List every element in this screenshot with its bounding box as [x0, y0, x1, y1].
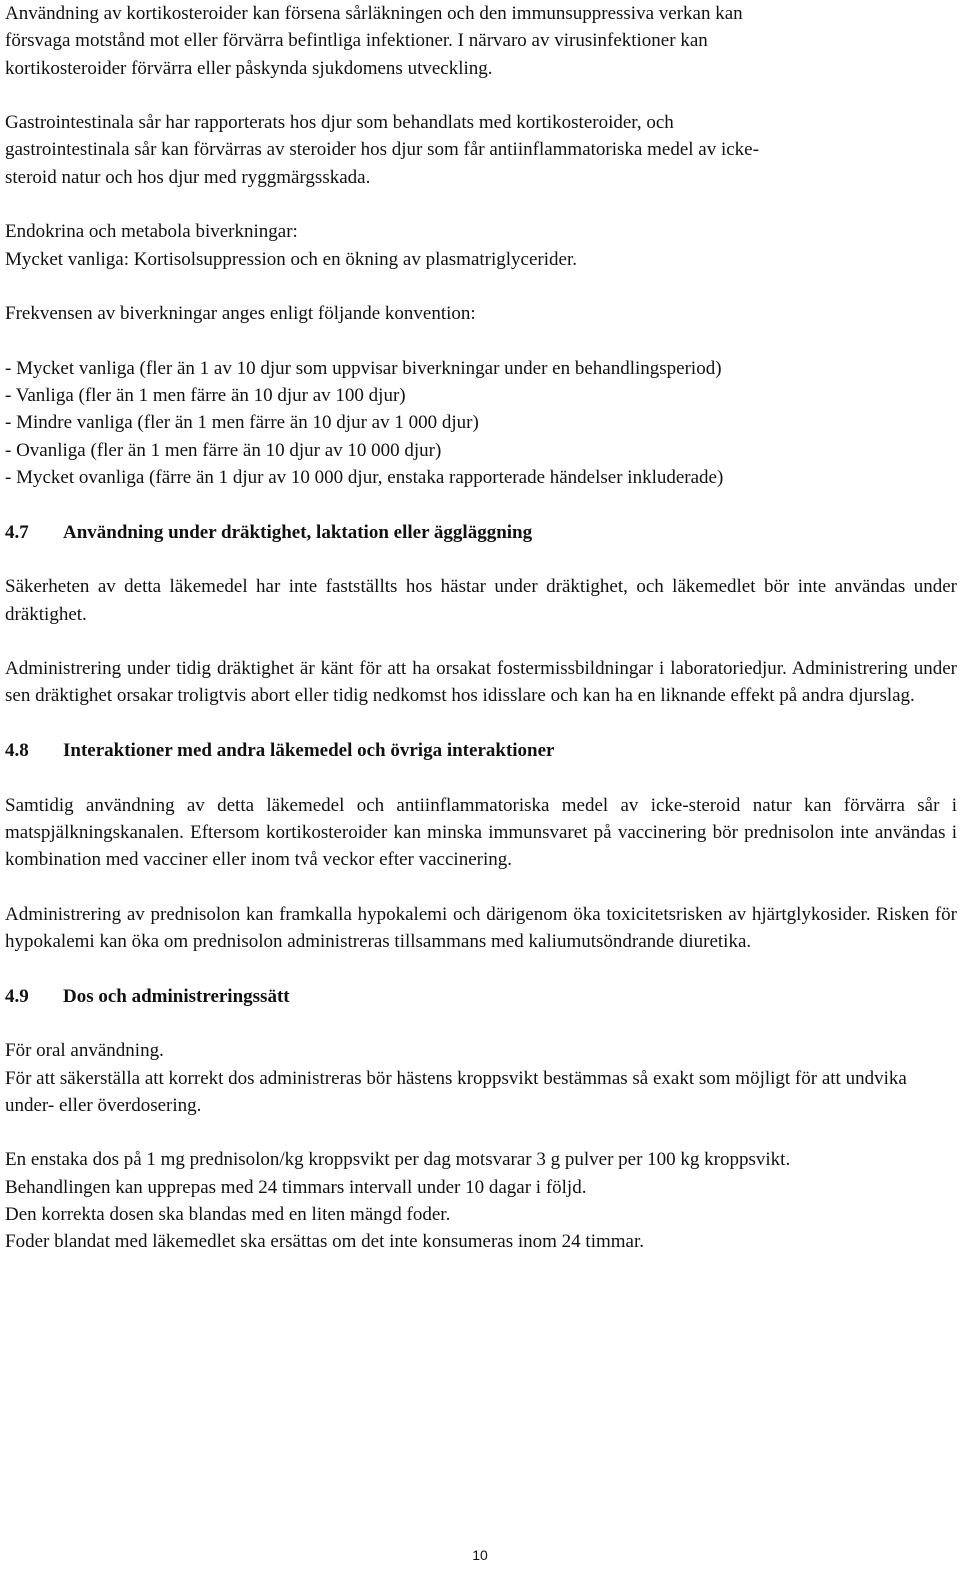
- text-line: Gastrointestinala sår har rapporterats hos djur som behandlats med kortikosteroider, och: [5, 112, 674, 134]
- text-line: gastrointestinala sår kan förvärras av steroider hos djur som får antiinflammatoriska medel av icke-: [5, 139, 759, 161]
- paragraph-body-weight: För att säkerställa att korrekt dos administreras bör hästens kroppsvikt bestämmas så exakt som möjligt för att undvika under- eller överdosering.: [5, 1067, 907, 1116]
- paragraph-pregnancy-safety: Säkerheten av detta läkemedel har inte fastställts hos hästar under dräktighet, och läkemedlet bör inte användas under dräktighet.: [5, 576, 957, 625]
- text-line: steroid natur och hos djur med ryggmärgsskada.: [5, 166, 371, 188]
- section-title: Användning under dräktighet, laktation eller äggläggning: [63, 521, 533, 543]
- paragraph-repeat-treatment: Behandlingen kan upprepas med 24 timmars intervall under 10 dagar i följd.: [5, 1176, 587, 1198]
- text-line: Endokrina och metabola biverkningar:: [5, 221, 298, 243]
- paragraph-gastrointestinal-ulcers: [5, 109, 957, 191]
- list-item: - Mycket vanliga (fler än 1 av 10 djur som uppvisar biverkningar under en behandlingsperiod): [5, 357, 722, 379]
- page-number: 10: [472, 1547, 488, 1563]
- paragraph-concurrent-use: Samtidig användning av detta läkemedel och antiinflammatoriska medel av icke-steroid natur kan förvärra sår i matspjälkningskanalen. Eftersom kortikosteroider kan minska immunsvaret på vaccinering bör prednisolon inte användas i kombination med vacciner eller inom två veckor efter vaccinering.: [5, 794, 957, 871]
- list-item: - Ovanliga (fler än 1 men färre än 10 djur av 10 000 djur): [5, 439, 442, 461]
- paragraph-corticosteroid-effects: [5, 0, 957, 82]
- text-line: Mycket vanliga: Kortisolsuppression och en ökning av plasmatriglycerider.: [5, 248, 577, 270]
- section-heading-4-8: [5, 737, 957, 764]
- paragraph-replace-feed: Foder blandat med läkemedlet ska ersättas om det inte konsumeras inom 24 timmar.: [5, 1231, 644, 1253]
- text-line: kortikosteroider förvärra eller påskynda sjukdomens utveckling.: [5, 57, 493, 79]
- document-page: [5, 0, 957, 1256]
- section-number: 4.7: [5, 521, 29, 543]
- paragraph-oral-use: För oral användning.: [5, 1040, 164, 1062]
- frequency-list: [5, 355, 957, 491]
- section-number: 4.8: [5, 740, 29, 762]
- list-item: - Mindre vanliga (fler än 1 men färre än 10 djur av 1 000 djur): [5, 412, 479, 434]
- paragraph-hypokalemia: Administrering av prednisolon kan framkalla hypokalemi och därigenom öka toxicitetsrisken av hjärtglykosider. Risken för hypokalemi kan öka om prednisolon administreras tillsammans med kaliumutsöndrande diuretika.: [5, 903, 957, 953]
- section-heading-4-7: [5, 519, 957, 546]
- text-line: försvaga motstånd mot eller förvärra befintliga infektioner. I närvaro av virusinfektioner kan: [5, 30, 708, 52]
- paragraph-pregnancy-administration: Administrering under tidig dräktighet är känt för att ha orsakat fostermissbildningar i laboratoriedjur. Administrering under sen dräktighet orsakar troligtvis abort eller tidig nedkomst hos idisslare och kan ha en liknande effekt på andra djurslag.: [5, 658, 957, 707]
- paragraph-frequency-intro: Frekvensen av biverkningar anges enligt följande konvention:: [5, 303, 476, 325]
- paragraph-single-dose: En enstaka dos på 1 mg prednisolon/kg kroppsvikt per dag motsvarar 3 g pulver per 100 kg kroppsvikt.: [5, 1149, 791, 1171]
- text-line: Användning av kortikosteroider kan försena sårläkningen och den immunsuppressiva verkan kan: [5, 3, 743, 24]
- section-title: Dos och administreringssätt: [63, 985, 290, 1007]
- paragraph-mix-with-feed: Den korrekta dosen ska blandas med en liten mängd foder.: [5, 1204, 451, 1226]
- list-item: - Vanliga (fler än 1 men färre än 10 djur av 100 djur): [5, 385, 406, 407]
- paragraph-endocrine-effects: [5, 218, 957, 273]
- section-heading-4-9: [5, 983, 957, 1010]
- list-item: - Mycket ovanliga (färre än 1 djur av 10 000 djur, enstaka rapporterade händelser inkluderade): [5, 467, 724, 489]
- section-title: Interaktioner med andra läkemedel och övriga interaktioner: [63, 740, 555, 762]
- section-number: 4.9: [5, 985, 29, 1007]
